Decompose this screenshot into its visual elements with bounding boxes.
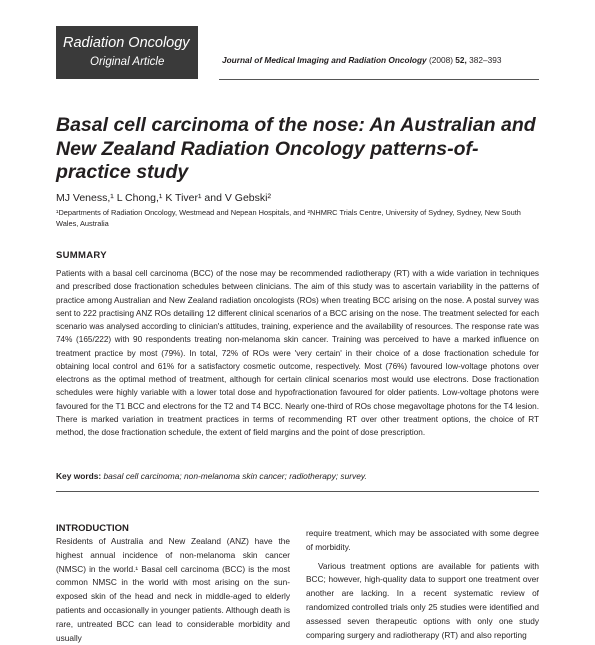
journal-pages: 382–393 xyxy=(469,55,502,65)
author-list: MJ Veness,¹ L Chong,¹ K Tiver¹ and V Gebski² xyxy=(56,192,271,204)
article-type-label: Original Article xyxy=(90,56,165,68)
section-label: Radiation Oncology xyxy=(63,35,190,51)
affiliations: ¹Departments of Radiation Oncology, Westmead and Nepean Hospitals, and ²NHMRC Trials Centre, University of Sydney, Sydney, New South Wales, Australia xyxy=(56,208,521,228)
summary-divider xyxy=(56,491,539,492)
journal-year: (2008) xyxy=(429,55,453,65)
introduction-paragraph: Residents of Australia and New Zealand (ANZ) have the highest annual incidence of non-melanoma skin cancer (NMSC) in the world.¹ Basal cell carcinoma (BCC) is the most common NMSC in the world with most arising on the sun-exposed skin of the head and neck in middle-aged to elderly patients and occasionally in younger patients. Although death is rare, untreated BCC can lead to considerable morbidity and usually xyxy=(56,536,290,643)
paragraph-treatment-options: Various treatment options are available for patients with BCC; however, high-quality data to support one treatment over another are lacking. In a recent systematic review of randomized controlled trials only 25 studies were identified and assessed seven therapeutic options with only one study comparing surgery and radiotherapy (RT) and also reporting xyxy=(306,560,539,640)
keywords-label: Key words: xyxy=(56,471,102,481)
summary-text: Patients with a basal cell carcinoma (BCC) of the nose may be recommended radiotherapy (RT) with a wide variation in techniques and prescribed dose fractionation schedules between clinicians. The aim of this study was to ascertain variability in the patterns of practice among Australian and New Zealand radiation oncologists (ROs) when treating BCC arising on the nose. A postal survey was sent to 222 practising ANZ ROs detailing 12 different clinical scenarios of a BCC arising on the nose. The treatment selected for each scenario was analysed according to clinician's attitudes, training, experience and the availability of resources. The response rate was 74% (165/222) with 90 respondents treating non-melanoma skin cancer. Training was perceived to have a marked influence on treatment practice by most (79%). In total, 72% of ROs were 'very certain' in their choice of a dose fractionation schedule for obtaining local control and 61% for a satisfactory cosmetic outcome, respectively. Most (76%) favoured low-voltage photons over electrons as the optimal method of treatment, although for certain clinical scenarios most would use electrons. Dose fractionation schedules were highly variable with a lower total dose and hypofractionation favoured for older patients. Low-voltage photons were favoured for the T1 BCC and electrons for the T2 and T4 BCC. Nearly one-third of ROs chose megavoltage photons for the T4 lesion. There is marked variation in treatment practices in terms of recommending RT over other treatment options, the choice of RT method, the dose fractionation schedule, the extent of field margins and the point of dose prescription. xyxy=(56,269,539,437)
journal-volume: 52, xyxy=(455,55,467,65)
paragraph-continuation: require treatment, which may be associated with some degree of morbidity. xyxy=(306,528,539,552)
header-divider xyxy=(219,79,539,80)
journal-name: Journal of Medical Imaging and Radiation Oncology xyxy=(222,55,427,65)
journal-reference xyxy=(222,55,501,65)
article-title: Basal cell carcinoma of the nose: An Australian and New Zealand Radiation Oncology patterns-of-practice study xyxy=(56,114,536,183)
body-column-left xyxy=(56,522,290,645)
section-label-box xyxy=(56,26,198,79)
body-column-right xyxy=(306,527,539,642)
summary-heading: SUMMARY xyxy=(56,250,107,261)
keywords xyxy=(56,471,367,481)
keywords-list: basal cell carcinoma; non-melanoma skin cancer; radiotherapy; survey. xyxy=(103,471,367,481)
introduction-heading: INTRODUCTION xyxy=(56,523,129,534)
